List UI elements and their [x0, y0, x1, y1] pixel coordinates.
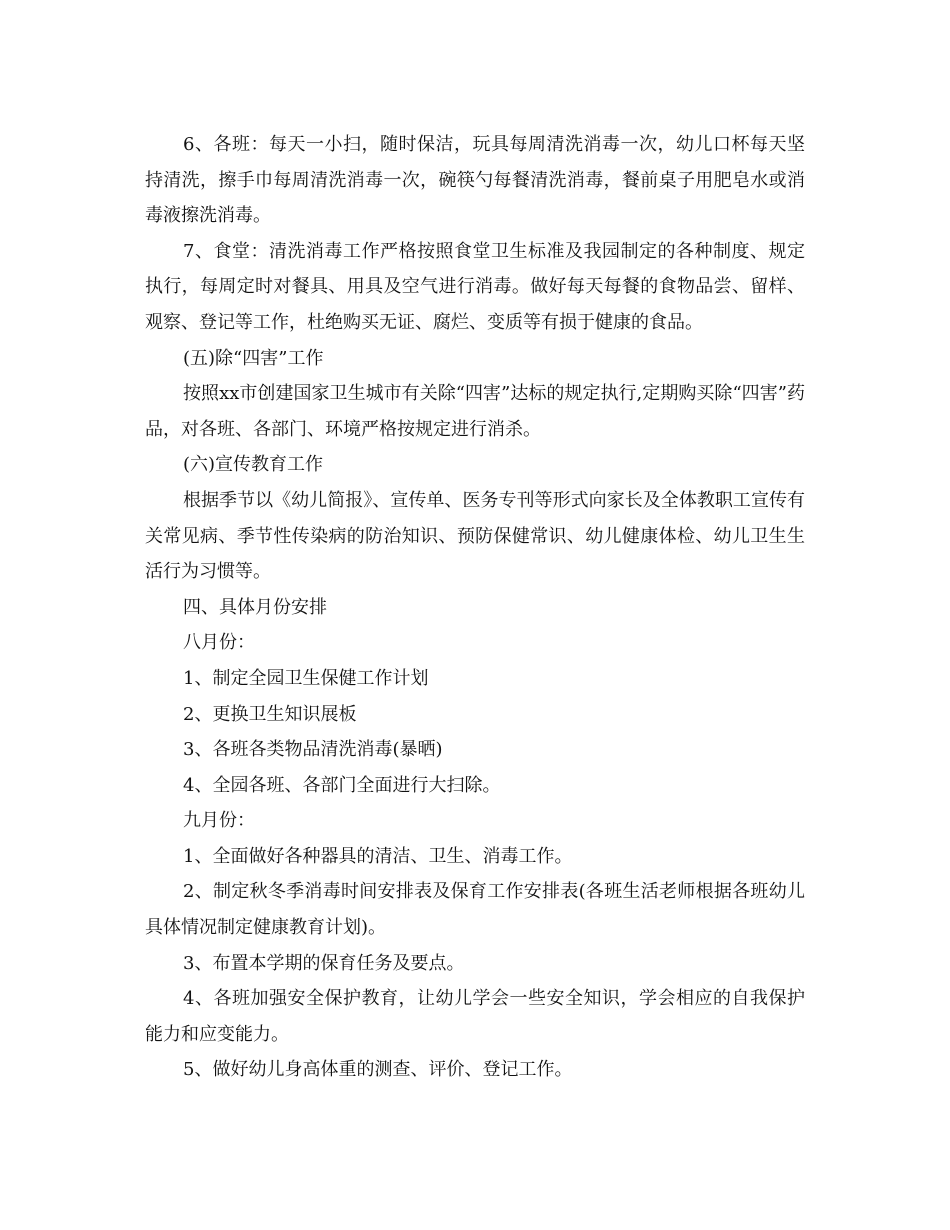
list-item: 4、各班加强安全保护教育，让幼儿学会一些安全知识，学会相应的自我保护能力和应变能力。 [145, 988, 805, 1045]
month-heading-august: 八月份： [183, 632, 255, 654]
section-heading-monthly-plan: 四、具体月份安排 [183, 596, 327, 618]
list-item: 3、布置本学期的保育任务及要点。 [183, 952, 465, 974]
document-body [145, 127, 805, 1088]
section-heading-publicity: (六)宣传教育工作 [183, 454, 324, 476]
list-item: 5、做好幼儿身高体重的测查、评价、登记工作。 [183, 1059, 573, 1081]
month-heading-september: 九月份： [183, 810, 255, 832]
list-item: 1、全面做好各种器具的清洁、卫生、消毒工作。 [183, 845, 573, 867]
paragraph-canteen: 7、食堂：清洗消毒工作严格按照食堂卫生标准及我园制定的各种制度、规定执行，每周定时对餐具、用具及空气进行消毒。做好每天每餐的食物品尝、留样、观察、登记等工作，杜绝购买无证、腐烂、变质等有损于健康的食品。 [145, 240, 805, 333]
paragraph-class-cleaning: 6、各班：每天一小扫，随时保洁，玩具每周清洗消毒一次，幼儿口杯每天坚持清洗，擦手巾每周清洗消毒一次，碗筷勺每餐清洗消毒，餐前桌子用肥皂水或消毒液擦洗消毒。 [145, 134, 805, 227]
list-item: 1、制定全园卫生保健工作计划 [183, 667, 429, 689]
section-heading-pest-control: (五)除“四害”工作 [183, 347, 324, 369]
paragraph-publicity: 根据季节以《幼儿简报》、宣传单、医务专刊等形式向家长及全体教职工宣传有关常见病、季节性传染病的防治知识、预防保健常识、幼儿健康体检、幼儿卫生生活行为习惯等。 [145, 489, 805, 583]
list-item: 2、制定秋冬季消毒时间安排表及保育工作安排表(各班生活老师根据各班幼儿具体情况制定健康教育计划)。 [145, 881, 805, 939]
list-item: 4、全园各班、各部门全面进行大扫除。 [183, 774, 501, 796]
list-item: 3、各班各类物品清洗消毒(暴晒) [183, 739, 443, 761]
paragraph-pest-control: 按照xx市创建国家卫生城市有关除“四害”达标的规定执行,定期购买除“四害”药品，对各班、各部门、环境严格按规定进行消杀。 [145, 383, 805, 440]
list-item: 2、更换卫生知识展板 [183, 703, 357, 725]
